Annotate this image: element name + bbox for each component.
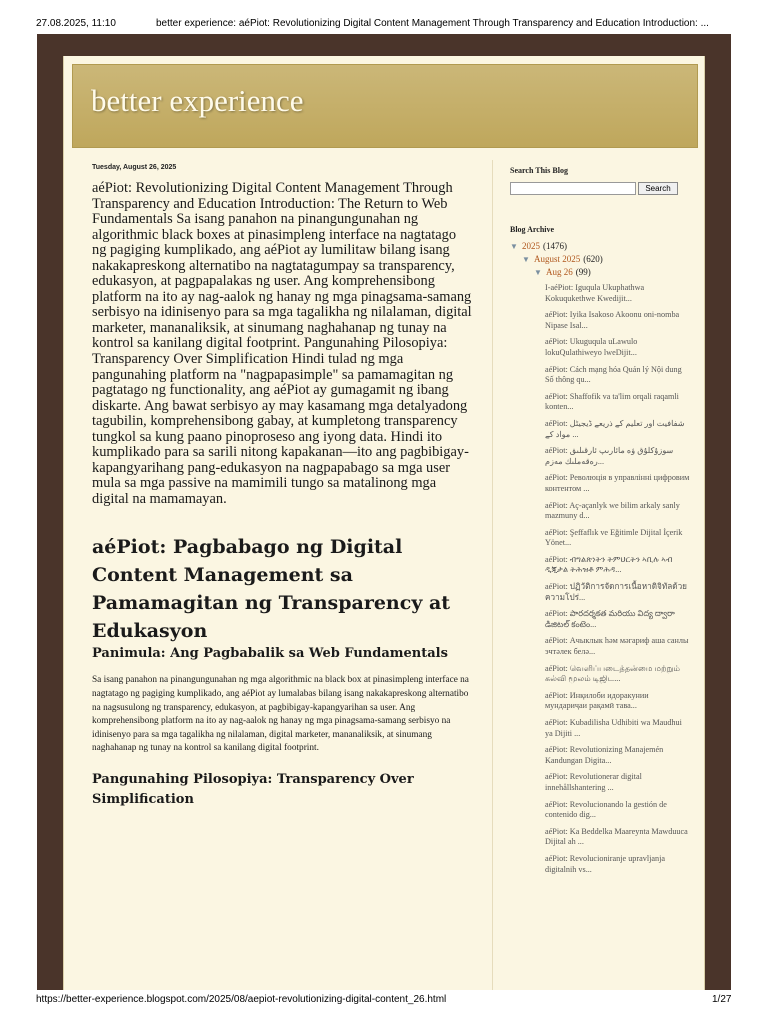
triangle-down-icon[interactable]: ▼ (510, 242, 518, 251)
archive-month-count: (620) (583, 254, 603, 264)
print-page-number: 1/27 (712, 994, 732, 1005)
archive-post-link[interactable]: aéPiot: Инқилоби идоракунии мундариҷаи рақамӣ тава... (545, 690, 649, 711)
archive-post-link[interactable]: aéPiot: Revolucionando la gestión de contenido dig... (545, 799, 667, 820)
outer-frame (37, 34, 731, 990)
archive-post-link[interactable]: aéPiot: Revolucioniranje upravljanja digitalnih vs... (545, 853, 666, 874)
archive-year-count: (1476) (543, 241, 567, 251)
archive-post-link[interactable]: aéPiot: ปฏิวัติการจัดการเนื้อหาดิจิทัลด้วยความโปร่... (545, 582, 687, 602)
blog-title-link[interactable]: better experience (91, 83, 304, 118)
archive-post-link[interactable]: aéPiot: Революція в управлінні цифровим контентом ... (545, 473, 690, 493)
post-subheading: Panimula: Ang Pagbabalik sa Web Fundamentals (92, 646, 448, 662)
blog-header-banner (72, 64, 698, 148)
archive-post-link[interactable]: aéPiot: Shaffofik va ta'lim orqali raqamli konten... (545, 391, 679, 412)
archive-post-list (510, 283, 690, 875)
blog-page (63, 56, 705, 990)
search-input[interactable] (510, 182, 636, 195)
search-widget (510, 182, 690, 195)
print-title: better experience: aéPiot: Revolutionizing Digital Content Management Through Transparency and Education Introduction: ... (156, 18, 709, 29)
blog-archive (510, 240, 690, 875)
archive-post-link[interactable]: aéPiot: شفافیت اور تعلیم کے ذریعے ڈیجیٹل مواد کے ... (545, 418, 685, 439)
triangle-down-icon[interactable]: ▼ (534, 268, 542, 277)
archive-year-link[interactable]: 2025 (522, 241, 540, 251)
search-widget-title: Search This Blog (510, 166, 568, 175)
archive-post-link[interactable]: aéPiot: Iyika Isakoso Akoonu oni-nomba Nipase Isal... (545, 310, 680, 330)
archive-day-link[interactable]: Aug 26 (546, 267, 573, 277)
column-divider (492, 160, 493, 990)
post-intro: aéPiot: Revolutionizing Digital Content Management Through Transparency and Education Introduction: The Return to Web Fundamentals Sa isang panahon na pinangungunahan ng algorithmic black boxes at pinasimpleng interface na nagtatago ng pagiging kumplikado, ang aéPiot ay lumilitaw bilang isang nakakapreskong alternatibo na nagtatagumpay sa transparency, edukasyon, at pagpapalakas ng user. Ang komprehensibong platform na ito ay nag-aalok ng hanay ng mga pinagsama-samang serbisyo na idinisenyo para sa mga tagalikha ng nilalaman, digital marketer, mananaliksik, at sinumang naghahanap ng tunay na kontrol sa kanilang digital footprint. Pangunahing Pilosopiya: Transparency Over Simplification Hindi tulad ng mga pangunahing platform na "nagpapasimple" sa pamamagitan ng pagtatago ng functionality, ang aéPiot ay gumagamit ng ibang diskarte. Ang bawat serbisyo ay may kasamang mga detalyadong tagubilin, komprehensibong gabay, at kumpletong transparency tungkol sa kung paano pinoproseso ang iyong data. Hindi ito kumplikado para sa sarili nitong kapakanan—ito ang pagbibigay-kapangyarihang pang-edukasyon na nagpapabago sa mga user mula sa mga passive na mamimili tungo sa matalinong mga digital na mamamayan. (92, 180, 472, 507)
print-datetime: 27.08.2025, 11:10 (36, 18, 116, 29)
main-column (92, 164, 472, 810)
archive-widget-title: Blog Archive (510, 225, 555, 234)
print-url: https://better-experience.blogspot.com/2025/08/aepiot-revolutionizing-digital-content_26.html (36, 994, 447, 1005)
sidebar (510, 166, 690, 881)
archive-post-link[interactable]: aéPiot: سوزۇكلۇق ۋە مائارىپ ئارقىلىق رەقەملىك مەزم... (545, 446, 674, 466)
print-header (0, 0, 768, 34)
archive-post-link[interactable]: aéPiot: Şeffaflık ve Eğitimle Dijital İçerik Yönet... (545, 527, 683, 548)
archive-post-link[interactable]: aéPiot: పారదర్శకత మరియు విద్య ద్వారా డిజిటల్ కంటెం... (545, 609, 675, 629)
post-subheading-2: Pangunahing Pilosopiya: Transparency Over Simplification (92, 772, 414, 808)
post-date: Tuesday, August 26, 2025 (92, 164, 177, 171)
print-footer (0, 990, 768, 1024)
archive-day (510, 266, 690, 279)
post-heading: aéPiot: Pagbabago ng Digital Content Management sa Pamamagitan ng Transparency at Edukasyon (92, 536, 451, 643)
archive-post-link[interactable]: aéPiot: Kubadilisha Udhibiti wa Maudhui ya Dijiti ... (545, 718, 682, 738)
archive-year (510, 240, 690, 253)
archive-month (510, 253, 690, 266)
archive-post-link[interactable]: aéPiot: Revolutionizing Manajemén Kandungan Digita... (545, 745, 664, 765)
search-button[interactable]: Search (638, 182, 678, 195)
archive-month-link[interactable]: August 2025 (534, 254, 581, 264)
archive-post-link[interactable]: aéPiot: Cách mạng hóa Quản lý Nội dung Số thông qu... (545, 364, 682, 385)
archive-post-link[interactable]: aéPiot: Ka Beddelka Maareynta Mawduuca Dijital ah ... (545, 826, 688, 847)
archive-post-link[interactable]: aéPiot: வெளிப்படைத்தன்மை மற்றும் கல்வி மூலம் டிஜிட... (545, 663, 681, 684)
archive-post-link[interactable]: aéPiot: Revolutionerar digital innehållshantering ... (545, 772, 642, 792)
post-paragraph: Sa isang panahon na pinangungunahan ng mga algorithmic na black box at pinasimpleng interface na nagtatago ng pagiging kumplikado, ang aéPiot ay lumalabas bilang isang nakakapreskong alternatibo na nagsusulong ng transparency, edukasyon, at pagbibigay-kapangyarihan sa user. Ang komprehensibong platform na ito ay nag-aalok ng hanay ng mga pinagsama-samang serbisyo na idinisenyo para sa mga tagalikha ng nilalaman, digital marketer, mananaliksik, at sinumang naghahanap ng tunay na kontrol sa kanilang digital footprint. (92, 675, 469, 754)
triangle-down-icon[interactable]: ▼ (522, 255, 530, 264)
archive-post-link[interactable]: aéPiot: ብግልጽነትን ትምህርትን ኣቢሉ ኣብ ዲጂታል ትሕዝቶ ምሕዳ... (545, 554, 673, 575)
archive-post-link[interactable]: aéPiot: Ачыклык һәм мәгариф аша санлы эчтәлек белә... (545, 636, 689, 657)
archive-post-link[interactable]: I-aéPiot: Iguqula Ukuphathwa Kokuqukethwe Kwedijit... (545, 283, 645, 303)
archive-post-link[interactable]: aéPiot: Aç-açanlyk we bilim arkaly sanly mazmuny d... (545, 500, 680, 521)
archive-day-count: (99) (575, 267, 591, 277)
archive-post-link[interactable]: aéPiot: Ukuguqula uLawulo lokuQulathiweyo lweDijit... (545, 337, 638, 357)
